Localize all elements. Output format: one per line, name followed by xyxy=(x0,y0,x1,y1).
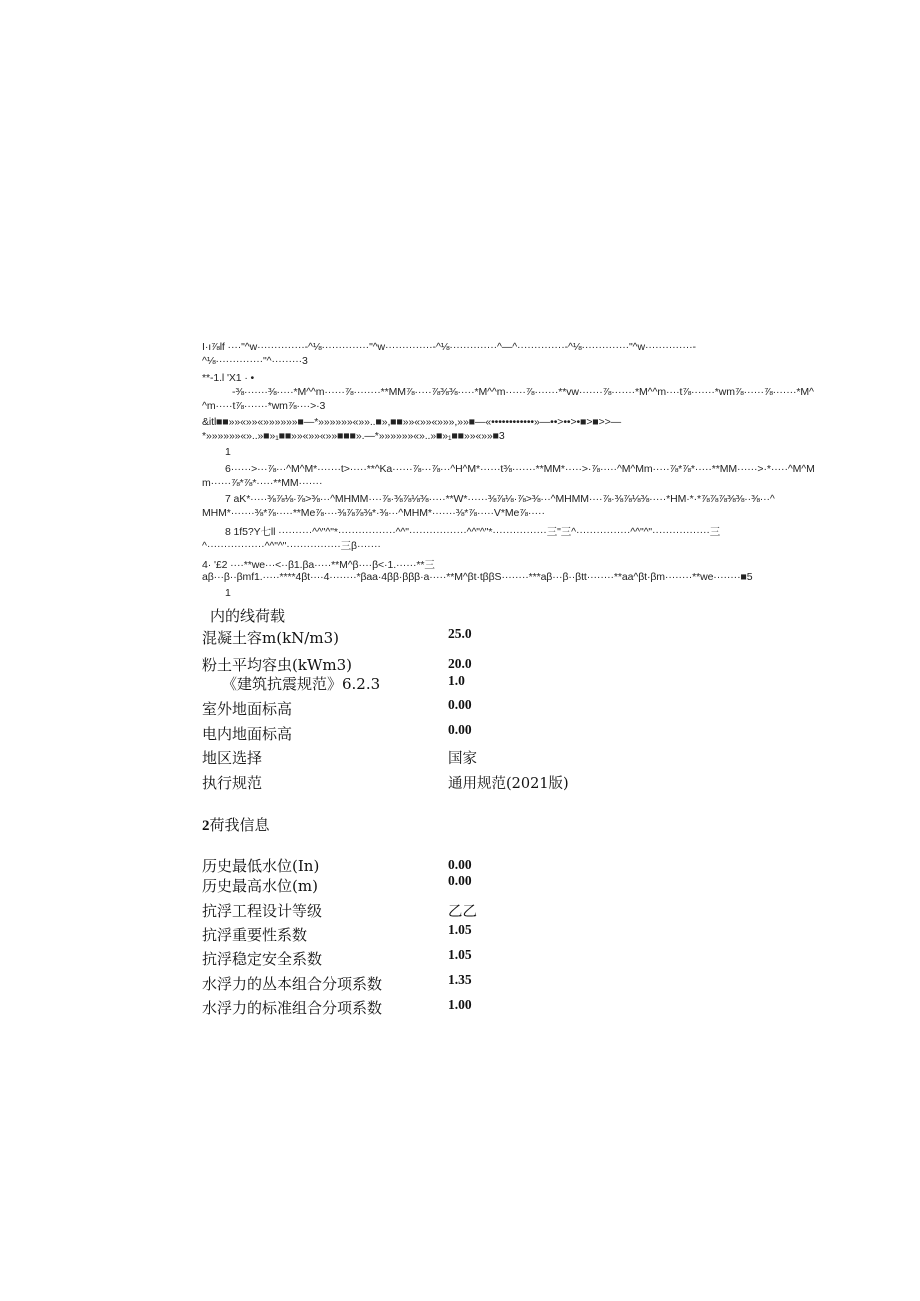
basic-combination-factor-label: 水浮力的丛本组合分项系数 xyxy=(202,975,383,993)
code-label: 执行规范 xyxy=(202,774,263,792)
garbled-line-5: ^m·····t⅞·······*wm⅞····>·3 xyxy=(202,400,326,412)
garbled-line-10: 7 aK*·····⅜⅞⅛·⅞>⅜···^MHMM····⅞·⅜⅞⅛⅜·····**W*······⅜⅞⅛·⅞>⅜···^MHMM····⅞·⅜⅞⅛⅜·····*HM·*·*⅞⅞⅞⅜⅜··⅜···^ xyxy=(225,493,775,505)
garbled-line-2: ^⅛··············"^·········3 xyxy=(202,355,308,367)
highest-water-level-label: 历史最高水位(m) xyxy=(202,877,318,895)
importance-factor-label: 抗浮重要性系数 xyxy=(202,926,308,944)
garbled-line-8: 6······>···⅞···^M^M*·······t>·····**^Ka······⅞···⅞···^H^M*······t⅜·······**MM*·····>·⅞·····^M^Mm·····⅞*⅞*·····**MM······>·*·····^M^M xyxy=(225,463,815,475)
region-value: 国家 xyxy=(448,751,477,767)
outdoor-ground-level-label: 室外地面标高 xyxy=(202,700,293,718)
garbled-line-14: 4· '£2 ····**we···<··β1.βa·····**M^β····β<·1.······**三 xyxy=(202,559,435,571)
lowest-water-level-label: 历史最低水位(In) xyxy=(202,857,320,875)
concrete-unit-weight-value: 25.0 xyxy=(448,626,472,641)
garbled-line-13: ^·················^^"^"················三β······· xyxy=(202,540,381,552)
region-label: 地区选择 xyxy=(202,749,263,767)
silt-unit-weight-value: 20.0 xyxy=(448,656,472,671)
stability-factor-label: 抗浮稳定安全系数 xyxy=(202,950,323,968)
standard-combination-factor-label: 水浮力的标准组合分项系数 xyxy=(202,999,383,1017)
garbled-line-15: aβ···β··βmf1.·····****4βt····4········*βaa·4ββ·βββ·a·····**M^βt·tββS········***aβ···β··βtt········**aa^βt·βm········**we········■5 xyxy=(202,571,753,583)
line-number: 1 xyxy=(225,587,231,599)
importance-factor-value: 1.05 xyxy=(448,922,472,937)
indoor-ground-level-value: 0.00 xyxy=(448,722,472,737)
standard-combination-factor-value: 1.00 xyxy=(448,997,472,1012)
garbled-line-1: I·ı⅞lf ····"^w··············-^⅛··············"^w··············-^⅛··············^—^··············-^⅛··············"^w··············- xyxy=(202,341,696,353)
outdoor-ground-level-value: 0.00 xyxy=(448,697,472,712)
section-heading-loads: 内的线荷载 xyxy=(210,607,286,625)
basic-combination-factor-value: 1.35 xyxy=(448,972,472,987)
line-number: 1 xyxy=(225,446,231,458)
garbled-line-4: -⅜·······⅜·····*M^^m······⅞········**MM⅞·····⅞⅜⅜·····*M^^m······⅞·······**vw·······⅞·······*M^^m····t⅞·······*wm⅞······⅞·······*M^ xyxy=(232,386,814,398)
stability-factor-value: 1.05 xyxy=(448,947,472,962)
section-number: 2 xyxy=(202,818,210,834)
garbled-line-3: **-1.l 'X1 · • xyxy=(202,372,255,384)
anti-float-grade-label: 抗浮工程设计等级 xyxy=(202,902,323,920)
silt-unit-weight-label: 粉土平均容虫(kWm3) xyxy=(202,656,352,674)
garbled-line-7: *»»»»»»«»..»■»₁■■»»«»»«»»■■■».—*»»»»»»«»..»■»₁■■»»«»»■3 xyxy=(202,430,505,442)
lowest-water-level-value: 0.00 xyxy=(448,857,472,872)
section-title: 荷我信息 xyxy=(209,816,270,834)
garbled-line-11: MHM*·······⅜*⅞·····**Me⅞····⅜⅞⅞⅜*·⅜···^MHM*·······⅜*⅞·····V*Me⅞····· xyxy=(202,507,545,519)
seismic-code-label: 《建筑抗震规范》6.2.3 xyxy=(222,675,381,693)
indoor-ground-level-label: 电内地面标高 xyxy=(202,725,293,743)
concrete-unit-weight-label: 混凝土容m(kN/m3) xyxy=(202,629,339,647)
code-value: 通用规范(2021版) xyxy=(448,776,569,792)
anti-float-grade-value: 乙乙 xyxy=(448,904,477,920)
garbled-line-12: 8 1f5?Y七ll ··········^^"^"*·················^^"·················^^"^"*················三"三^················^^"^"·················三 xyxy=(225,526,721,538)
section-heading-load-info xyxy=(202,814,270,835)
seismic-code-value: 1.0 xyxy=(448,673,465,688)
garbled-line-6: &itl■■»»«»»«»»»»»»■—*»»»»»»«»»..■»,■■»»«»»«»»»,»»■—«••••••••••••»—••>••>•■>■>>— xyxy=(202,416,622,428)
highest-water-level-value: 0.00 xyxy=(448,873,472,888)
garbled-line-9: m······⅞*⅞*·····**MM······· xyxy=(202,477,323,489)
